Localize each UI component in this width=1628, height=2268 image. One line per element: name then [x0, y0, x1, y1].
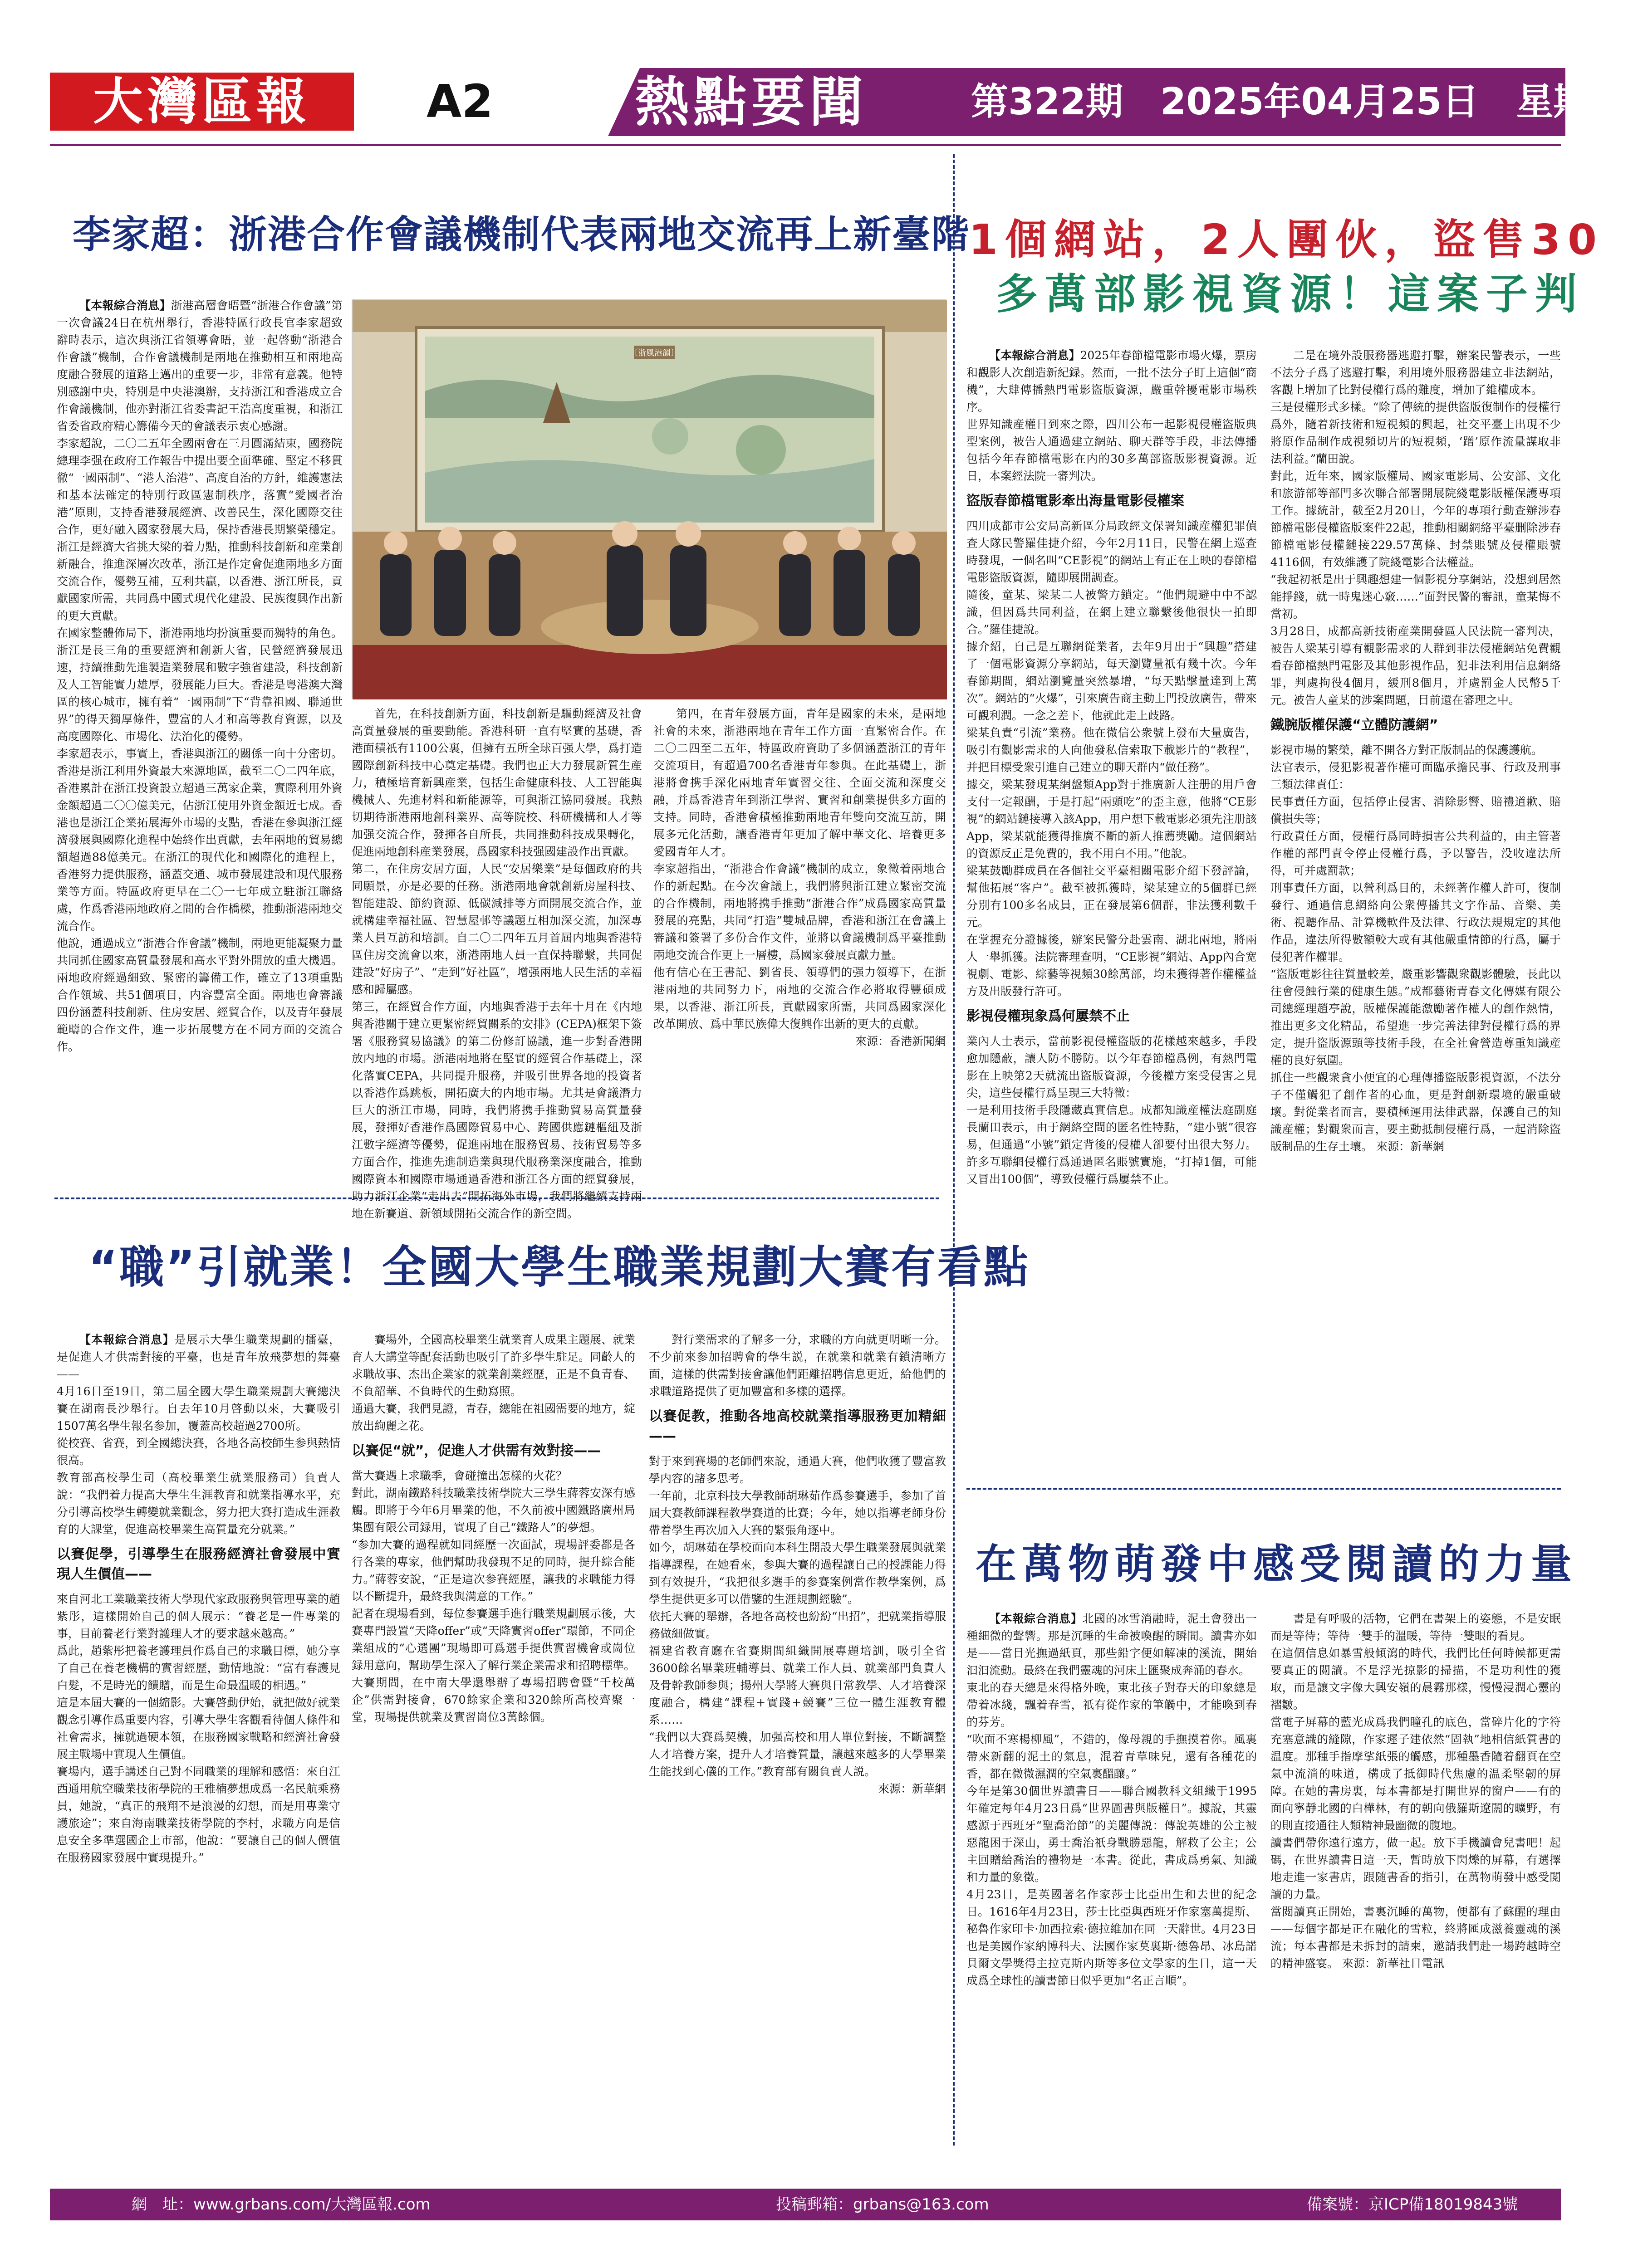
article3-paragraph: “我們以大賽爲契機，加强高校和用人單位對接，不斷調整人才培養方案，提升人才培養質量，讓越來越多的大學畢業生能找到心儀的工作。”教育部有關負責人説。 — [649, 1730, 946, 1778]
article3-subheading: 以賽促學，引導學生在服務經濟社會發展中實現人生價值—— — [57, 1546, 340, 1582]
article3-paragraph: 對行業需求的了解多一分，求職的方向就更明晰一分。不少前來参加招聘會的學生説，在就業和就業有鎖清晰方面，這樣的供需對接會讓他們距離招聘信息更近，給他們的求職道路提供了更加豐富和多樣的選擇。 — [649, 1333, 946, 1398]
article2-paragraph: 隨後，童某、梁某二人被警方鎖定。“他們規避中中不認識，但因爲共同利益，在網上建立聯繫後他很快一拍即合。”羅佳捷說。 — [966, 588, 1257, 636]
article1-paragraph: 浙港高層會晤暨“浙港合作會議”第一次會議24日在杭州舉行，香港特區行政長官李家超致辭時表示，這次與浙江省領導會晤，並一起啓動“浙港合作會議”機制，合作會議機制是兩地在推動相互和兩地高度融合發展的道路上邁出的重要一步，非常有意義。他特別感謝中央，特別是中央港澳辦，支持浙江和香港成立合作會議機制，他亦對浙江省委書記王浩高度重視，和浙江省委省政府精心籌備今天的會議表示衷心感謝。 — [57, 299, 343, 433]
article4-paragraph: 當電子屏幕的藍光成爲我們瞳孔的底色，當碎片化的字符充塞意識的縫隙，作家遲子建依然“固執”地相信紙質書的温度。那種手指摩挲紙張的觸感，那種墨香隨着翻頁在空氣中流淌的味道，構成了抵御時代焦慮的温柔堅韌的屏障。在她的書房裏，每本書都是打開世界的窗户——有的面向寧靜北國的白樺林，有的朝向俄羅斯遼闊的曠野，有的則直接通往人類精神最幽微的腹地。 — [1270, 1716, 1561, 1832]
article4-paragraph: 當閲讀真正開始，書裏沉睡的萬物，便都有了蘇醒的理由——每個字都是正在融化的雪粒，終將匯成滋養靈魂的溪流；每本書都是未拆封的請柬，邀請我們赴一場跨越時空的精神盛宴。 — [1270, 1905, 1561, 1970]
article2-source: 來源：新華網 — [1376, 1140, 1444, 1153]
article1-source: 來源：香港新聞網 — [855, 1035, 946, 1048]
article1-paragraph: 第四，在青年發展方面，青年是國家的未來，是兩地社會的未來，浙港兩地在青年工作方面一直緊密合作。在二〇二四至二五年，特區政府資助了多個涵蓋浙江的青年交流項目，有超過700名香港青年参與。在此基礎上，浙港將會携手深化兩地青年實習交往、全面交流和深度交融，并爲香港青年到浙江學習、實習和創業提供多方面的支持。同時，香港會積極推動兩地青年雙向交流互訪，開展多元化活動，讓香港青年更加了解中華文化、培養更多愛國青年人才。 — [653, 707, 946, 858]
article2-paragraph: 行政責任方面，侵權行爲同時損害公共利益的，由主管著作權的部門責令停止侵權行爲，予以警告，没收違法所得，可并處罰款； — [1270, 830, 1561, 877]
masthead-rule — [50, 144, 1561, 146]
article1-paragraph: 第二，在住房安居方面，人民“安居樂業”是每個政府的共同願景，亦是必要的任務。浙港兩地會就創新房屋科技、智能建設、節約資源、低碳減排等方面開展交流合作，並就構建幸福社區、智慧屋邨等議題互相加深交流，加深專業人員互訪和培訓。自二〇二四年五月首屆内地與香港特區住房交流會以來，浙港兩地人員一直保持聯繫，共同促建設“好房子”、“走到”好社區”，增强兩地人民生活的幸福感和歸屬感。 — [352, 862, 642, 996]
article3-paragraph: 是展示大學生職業規劃的擂臺，是促進人才供需對接的平臺，也是青年放飛夢想的舞臺—— — [57, 1333, 340, 1381]
article1-paragraph: 他有信心在王書記、劉省長、領導們的强力領導下，在浙港兩地的共同努力下，兩地的交流合作必將取得豐碩成果，以香港、浙江所長，貢獻國家所需，共同爲國家深化改革開放、爲中華民族偉大復興作出新的更大的貢獻。 — [653, 966, 946, 1031]
article2-paragraph: 在掌握充分證據後，辦案民警分赴雲南、湖北兩地，將兩人一舉抓獲。法院審理查明，“CE影視”網站、App內合宽視劇、電影、綜藝等視頻30餘萬部，均未獲得著作權權益方及出版發行許可。 — [966, 933, 1257, 998]
article3-paragraph: 對于來到賽場的老師們來說，通過大賽，他們收獲了豐富教學内容的諸多思考。 — [649, 1455, 946, 1485]
section-title: 熱點要聞 — [635, 71, 868, 133]
article3-paragraph: 賽場外，全國高校畢業生就業育人成果主題展、就業育人大講堂等配套活動也吸引了許多學生駐足。同齡人的求職故事、杰出企業家的就業創業經歷，正是不負青春、不負韶華、不負時代的生動寫照。 — [352, 1333, 636, 1398]
article1-paragraph: 在國家整體佈局下，浙港兩地均扮演重要而獨特的角色。浙江是長三角的重要經濟和創新大省，民營經濟發展迅速，持續推動先進製造業發展和數字強省建設，科技創新及人工智能實力雄厚，發展能力巨大。香港是粵港澳大灣區的核心城市，擁有着“一國兩制”下“背靠祖國、聯通世界”的得天獨厚條件，豐富的人才和高等教育資源，以及高度國際化、市場化、法治化的優勢。 — [57, 626, 343, 743]
article2-paragraph: 梁某負責“引流”業務。他在微信公衆號上發布大量廣告，吸引有觀影需求的人向他發私信索取下載影片的“教程”，并把目標受衆引進自己建立的聊天群内“做任務”。 — [966, 726, 1257, 774]
article3-paragraph: 福建省教育廳在省賽期間組織開展專題培訓，吸引全省3600餘名畢業班輔導員、就業工作人員、就業部門負責人及骨幹教師参與；揚州大學將大賽與日常教學、人才培養深度融合，構建“課程+實踐+競賽”三位一體生涯教育體系…… — [649, 1644, 946, 1726]
article2-paragraph: 三是侵權形式多樣。“除了傳統的提供盜版復制作的侵權行爲外，隨着新技術和短視頻的興起，社交平臺上出現不少將原作品制作成視頻切片的短視頻，‘蹭’原作流量謀取非法利益。”蘭田說。 — [1270, 401, 1561, 465]
article2-paragraph: 民事責任方面，包括停止侵害、消除影響、賠禮道歉、賠償損失等； — [1270, 795, 1561, 826]
article2-paragraph: 據介紹，自己是互聯網從業者，去年9月出于“興趣”搭建了一個電影資源分享網站，每天瀏覽量祇有幾十次。今年春節期間，網站瀏覽量突然暴增，“每天點擊量達到上萬次”。網站的“火爆”，引來廣告商主動上門投放廣告，帶來可觀利潤。一念之差下，他就此走上歧路。 — [966, 640, 1257, 722]
article1-headline: 李家超：浙港合作會議機制代表兩地交流再上新臺階 — [73, 212, 971, 257]
article2-paragraph: 一是利用技術手段隱藏真實信息。成都知識産權法庭副庭長蘭田表示，由于網絡空間的匿名性特點，“建小號”很容易，但通過“小號”鎖定背後的侵權人卻要付出很大努力。許多互聯網侵權行爲通過匿名賬號實施，“打掉1個，可能又冒出100個”，導致侵權行爲屢禁不止。 — [966, 1104, 1257, 1186]
article3-paragraph: 依托大賽的舉辦，各地各高校也紛紛“出招”，把就業指導服務做細做實。 — [649, 1610, 946, 1640]
article2-headline-line-1: 1個網站，2人團伙，盜售30 — [969, 215, 1604, 264]
meeting-photo-illustration — [353, 300, 947, 699]
article4-paragraph: “吹面不寒楊柳風”，不錯的，像母親的手撫摸着你。風裏帶來新翻的泥土的氣息，混着青草味兒，還有各種花的香，都在微微濕潤的空氣裏醞釀。” — [966, 1733, 1257, 1780]
article4-paragraph: 4月23日，是英國著名作家莎士比亞出生和去世的紀念日。1616年4月23日，莎士比亞與西班牙作家塞萬提斯、秘魯作家印卡·加西拉索·德拉維加在同一天辭世。4月23日也是美國作家納博科夫、法國作家莫裏斯·德魯昂、冰島諾貝爾文學獎得主拉克斯内斯等多位文學家的生日，這一天成爲全球性的讀書節日似乎更加“名正言順”。 — [966, 1888, 1257, 1987]
article1-paragraph: 第三，在經貿合作方面，内地與香港于去年十月在《内地與香港關于建立更緊密經貿關系的安排》(CEPA)框架下簽署《服務貿易協議》的第二份修訂協議，進一步對香港開放内地的市場。浙港兩地將在堅實的經貿合作基礎上，深化落實CEPA，共同提升服務，并吸引世界各地的投資者以香港作爲跳板，開拓廣大的内地市場。尤其是會議潛力巨大的浙江市場，同時，我們將携手推動貿易高質量發展，發揮好香港作爲國際貿易中心、跨國供應鏈樞紐及浙江數字經濟等優勢，促進兩地在服務貿易、技術貿易等多方面合作，推進先進制造業與現代服務業深度融合，推動國際資本和國際市場通過香港和浙江各方面的經貿發展，助力浙江企業“走出去”開拓海外市場，我們將繼續支持兩地在新賽道、新領域開拓交流合作的新空間。 — [352, 1000, 642, 1220]
masthead — [50, 68, 1628, 136]
article2-paragraph: 業內人士表示，當前影視侵權盜版的花樣越來越多，手段愈加隱蔽，讓人防不勝防。以今年春節檔爲例，有熱門電影在上映第2天就流出盜版資源，今後權方案受侵害之見尖，這些侵權行爲呈現三大特徵： — [966, 1035, 1257, 1100]
page-footer — [50, 2189, 1561, 2220]
article2-paragraph: 梁某鼓勵群成員在各個社交平臺相關電影介紹下發評論，幫他拓展“客户”。截至被抓獲時，梁某建立的5個群已經分別有100多名成員，正在發展第6個群，非法獲利數千元。 — [966, 864, 1257, 929]
footer-website: 網 址：www.grbans.com/大灣區報.com — [132, 2195, 431, 2214]
newspaper-logo: 大灣區報 — [50, 73, 354, 131]
article2-paragraph: “我起初祇是出于興趣想建一個影視分享網站，没想到居然能掙錢，就一時鬼迷心竅……”面對民警的審訊，童某悔不當初。 — [1270, 573, 1561, 621]
article4-paragraph: 在這個信息如暴雪般傾瀉的時代，我們比任何時候都更需要真正的閲讀。不是浮光掠影的掃描，不是功利性的獲取，而是讓文字像大興安嶺的晨霧那樣，慢慢浸潤心靈的褶皺。 — [1270, 1647, 1561, 1711]
article2-paragraph: 據交，梁某發現某網盤類App對于推廣新人注册的用戶會支付一定報酬，于是打起“兩頭吃”的歪主意，他將“CE影視”的網站鏈接導入該App，用户想下載電影必須先注册該App，梁某就能獲得推廣不斷的新人推薦獎勵。這個網站的資源反正是免費的，我不用白不用。”他說。 — [966, 778, 1257, 860]
article3-column-2 — [352, 1331, 635, 2173]
article1-paragraph: 李家超指出，“浙港合作會議”機制的成立，象徵着兩地合作的新起點。在今次會議上，我們將與浙江建立緊密交流的合作機制，兩地將携手推動“浙港合作”成爲國家高質量發展的亮點，共同“打造”雙城品牌，香港和浙江在會議上審議和簽署了多份合作文件，並將以會議機制爲平臺推動兩地交流合作更上一層樓，爲國家發展貢獻力量。 — [653, 862, 946, 962]
article4-paragraph: 讀書們帶你遠行遠方，做一起。放下手機讀會兒書吧！起碼，在世界讀書日這一天，暫時放下閃爍的屏幕，有選擇地走進一家書店，跟随書香的指引，在萬物萌發中感受閲讀的力量。 — [1270, 1836, 1561, 1901]
article4-paragraph: 北國的冰雪消融時，泥土會發出一種細微的聲響。那是沉睡的生命被喚醒的瞬間。讀書亦如是——當目光撫過紙頁，那些鉛字便如解凍的溪流，開始汩汩流動。最終在我們靈魂的河床上匯聚成奔涌的春水。 — [966, 1612, 1257, 1677]
footer-email: 投稿郵箱：grbans@163.com — [776, 2195, 989, 2214]
article2-paragraph: 法官表示，侵犯影視著作權可面臨承擔民事、行政及刑事三類法律責任： — [1270, 761, 1561, 791]
article3-paragraph: 如今，胡琳茹在學校面向本科生開設大學生職業發展與就業指導課程，在她看來，参與大賽的過程讓自己的授課能力得到有效提升，“我把很多選手的参賽案例當作教學案例，爲學生提供更多可以借鑒的生涯規劃經驗”。 — [649, 1541, 946, 1606]
article3-paragraph: 賽場内，選手講述自己對不同職業的理解和感悟：來自江西通用航空職業技術學院的王雅楠夢想成爲一名民航乘務員，她說，“真正的飛翔不是浪漫的幻想，而是用專業守護旅途”；來自海南職業技術學院的李村，求職方向是信息安全多準選國企上市部，他說：“要讓自己的個人價值在服務國家發展中實現提升。” — [57, 1765, 341, 1864]
article1-paragraph: 他說，通過成立“浙港合作會議”機制，兩地更能凝聚力量共同抓住國家高質量發展和高水平對外開放的重大機遇。兩地政府經過細致、緊密的籌備工作，確立了13項重點合作領域、共51個項目，内容豐富全面。兩地也會審議四份涵蓋科技創新、住房安居、經貿合作，以及青年發展範疇的合作文件，進一步拓展雙方在不同方面的交流合作。 — [57, 937, 343, 1053]
article4-source: 來源：新華社日電訊 — [1342, 1957, 1444, 1970]
article2-subheading: 影視侵權現象爲何屢禁不止 — [966, 1008, 1130, 1024]
article2-paragraph: 世界知識産權日到來之際，四川公布一起影視侵權盜版典型案例，被告人通過建立網站、聊天群等手段，非法傳播包括今年春節檔電影在内的30多萬部盜版影視資源。近日，本案經法院一審判决。 — [966, 418, 1257, 483]
article3-paragraph: 記者在現場看到，每位参賽選手進行職業規劃展示後，大賽專門設置“天降offer”或“天降實習offer”環節，不同企業組成的“心選團”現場即可爲選手提供實習機會或崗位録用意向，幫助學生深入了解行業企業需求和招聘標準。 — [352, 1607, 636, 1672]
article3-paragraph: 當大賽遇上求職季，會碰撞出怎樣的火花？ — [352, 1469, 568, 1482]
article4-paragraph: 東北的春天總是來得格外晚，東北孩子對春天的印象總是帶着冰綫，飄着春雪，祇有從作家的筆觸中，才能喚到春的芬芳。 — [966, 1681, 1257, 1729]
scroll-title: 〔浙風港韻〕 — [630, 348, 679, 358]
article3-column-3 — [649, 1331, 946, 2173]
column-divider — [953, 154, 955, 2146]
article2-column-1 — [966, 347, 1257, 1479]
article2-paragraph: 2025年春節檔電影市場火爆，票房和觀影人次創造新紀録。然而，一批不法分子盯上這個“商機”，大肆傳播熱門電影盜版資源，嚴重幹擾電影市場秩序。 — [966, 349, 1257, 414]
article3-paragraph: 教育部高校學生司（高校畢業生就業服務司）負責人說：“我們着力提高大學生生涯教育和就業指導水平，充分引導高校學生轉變就業觀念，努力把大賽打造成生涯教育的大課堂，促進高校畢業生高質量充分就業。” — [57, 1471, 341, 1536]
article1-paragraph: 首先，在科技創新方面，科技創新是驅動經濟及社會高質量發展的重要動能。香港科研一直有堅實的基礎，香港面積祇有1100公裏，但擁有五所全球百强大學，爲打造國際創新科技中心奠定基礎。我們也正大力發展新質生産力，積極培育新興産業，包括生命健康科技、人工智能與機械人、先進材料和新能源等，可與浙江協同發展。我熱切期待浙港兩地創科業界、高等院校、科研機構和人才等加强交流合作，發揮各自所長，共同推動科技成果轉化，促進兩地創科産業發展，爲國家科技强國建設作出貢獻。 — [352, 707, 642, 858]
article3-paragraph: 對此，湖南鐵路科技職業技術學院大三學生蔣蓉安深有感觸。即將于今年6月畢業的他，不久前被中國鐵路廣州局集團有限公司録用，實現了自己“鐵路人”的夢想。 — [352, 1486, 636, 1534]
article2-paragraph: 3月28日，成都高新技術産業開發區人民法院一審判决，被告人梁某引導有觀影需求的人群到非法侵權網站免費觀看春節檔熱門電影及其他影視作品，犯非法利用信息網絡罪，判處拘役4個月，緩刑8個月，并處罰金人民幣5千元。被告人童某的涉案問題，目前還在審理之中。 — [1270, 625, 1561, 707]
article3-paragraph: 從校賽、省賽，到全國總決賽，各地各高校師生参與熱情很高。 — [57, 1437, 341, 1467]
article3-paragraph: 4月16日至19日，第二屆全國大學生職業規劃大賽總決賽在湖南長沙舉行。自去年10月啓動以來，大賽吸引1507萬名學生報名参加，覆蓋高校超過2700所。 — [57, 1385, 340, 1432]
article2-paragraph: 二是在境外設服務器逃避打擊，辦案民警表示，一些不法分子爲了逃避打擊，利用境外服務器建立非法網站，客觀上增加了比對侵權行爲的難度，增加了維權成本。 — [1270, 349, 1561, 396]
article3-paragraph: 來自河北工業職業技術大學現代家政服務與管理專業的趙紫彤，這樣開始自己的個人展示：“養老是一件專業的事，目前養老行業對護理人才的要求越來越高。” — [57, 1593, 341, 1640]
article2-column-2 — [1270, 347, 1561, 1479]
article3-source: 來源：新華網 — [878, 1782, 946, 1795]
issue-info: 第322期 2025年04月25日 星期五 — [971, 80, 1628, 123]
article2-paragraph: “盜版電影往往質量較差，嚴重影響觀衆觀影體驗，長此以往會侵蝕行業的健康生態。”成都藝術青春文化傳媒有限公司總經理趙亭說，版權保護能激勵著作權人的創作熱情，推出更多文化精品，希望進一步完善法律對侵權行爲的界定，提升盜版源頭等技術手段，在全社會營造尊重知識産權的良好氛圍。 — [1270, 968, 1561, 1067]
article3-lead: 【本報綜合消息】 — [79, 1333, 175, 1346]
page-number: A2 — [427, 75, 493, 128]
article4-headline: 在萬物萌發中感受閱讀的力量 — [976, 1540, 1577, 1588]
article2-paragraph: 對此，近年來，國家版權局、國家電影局、公安部、文化和旅游部等部門多次聯合部署開展院綫電影版權保護專項工作。據統計，截至2月20日，今年的專項行動查辦涉春節檔電影侵權盜版案件22起，推動相關網絡平臺删除涉春節檔電影侵權鏈接229.57萬條、封禁賬號及侵權賬號4116個，有效維護了院綫電影合法權益。 — [1270, 469, 1561, 569]
article4-column-2 — [1270, 1610, 1561, 2173]
article4-paragraph: 書是有呼吸的活物，它們在書架上的姿態，不是安眠而是等待；等待一雙手的溫暖，等待一雙眼的看見。 — [1270, 1612, 1561, 1642]
article3-paragraph: 一年前，北京科技大學教師胡琳茹作爲参賽選手，参加了首屆大賽教師課程教學賽道的比賽；今年，她以指導老師身份帶着學生再次加入大賽的緊張角逐中。 — [649, 1489, 946, 1537]
article4-column-1 — [966, 1610, 1257, 2173]
article3-subheading: 以賽促“就”，促進人才供需有效對接—— — [352, 1443, 601, 1459]
article1-paragraph: 李家超說，二〇二五年全國兩會在三月圓滿結束，國務院總理李强在政府工作報告中提出要全面準確、堅定不移貫徹“一國兩制”、“港人治港”、高度自治的方針，維護憲法和基本法確定的特別行政區憲制秩序，落實“愛國者治港”原則，支持香港發展經濟、改善民生，深化國際交往合作，更好融入國家發展大局，保持香港長期繁榮穩定。浙江是經濟大省挑大梁的着力點，推動科技創新和産業創新融合，推進深層次改革，浙江是作定會促進兩地多方面交流合作，優勢互補，互利共贏，以香港、浙江所長，貢獻國家所需，共同爲中國式現代化建設、民族復興作出新的更大貢獻。 — [57, 437, 343, 622]
article2-headline-line-2: 多萬部影視資源！這案子判 — [996, 270, 1584, 318]
article3-paragraph: 這是本屆大賽的一個縮影。大賽啓動伊始，就把做好就業觀念引導作爲重要内容，引導大學生客觀看待個人條件和社會需求，擁就過硬本領，在服務國家戰略和經濟社會發展主戰場中實現人生價值。 — [57, 1696, 341, 1761]
article2-subheading: 鐵腕版權保護“立體防護網” — [1270, 717, 1438, 733]
article1-lead: 【本報綜合消息】 — [79, 299, 171, 312]
article1-paragraph: 李家超表示，事實上，香港與浙江的關係一向十分密切。香港是浙江利用外資最大來源地區，截至二〇二四年底，香港累計在浙江投資設立超過三萬家企業，實際利用外資金額超過二〇〇億美元，佔浙江使用外資金額近七成。香港也是浙江企業拓展海外市場的支點，香港在參與浙江經濟發展與國際化進程中始終作出貢獻，去年兩地的貿易總額超過88億美元。在浙江的現代化和國際化的進程上，香港努力提供服務，涵蓋交通、城市發展建設和現代服務業等方面。特區政府更早在二〇一七年成立駐浙江聯絡處，作爲香港兩地政府之間的合作橋樑，推動浙港兩地交流合作。 — [57, 747, 343, 933]
article4-paragraph: 今年是第30個世界讀書日——聯合國教科文組織于1995年確定每年4月23日爲“世界圖書與版權日”。據說，其靈感源于西班牙“聖喬治節”的美麗傳説：傳說英雄的公主被惡龍困于深山，勇士喬治祇身戰勝惡龍，解救了公主；公主回贈給喬治的禮物是一本書。從此，書成爲勇氣、知識和力量的象徵。 — [966, 1784, 1257, 1884]
article2-paragraph: 影視市場的繁榮，離不開各方對正版制品的保護護航。 — [1270, 743, 1543, 757]
article3-paragraph: “参加大賽的過程就如同經歷一次面試，現場評委都是各行各業的專家，他們幫助我發現不足的同時，提升綜合能力。”蔣蓉安說，“正是這次参賽經歷，讓我的求職能力得以不斷提升，最終我與满意的工作。” — [352, 1538, 636, 1603]
article2-paragraph: 抓住一些觀衆貪小便宜的心理傳播盜版影視資源，不法分子不僅觸犯了創作者的心血，更是對創新環境的嚴重破壞。對從業者而言，要積極運用法律武器，保護自己的知識産權；對觀衆而言，要主動抵制侵權行爲，一起消除盜版制品的生存土壤。 — [1270, 1071, 1561, 1153]
article1-column-2 — [352, 705, 642, 1220]
article2-lead: 【本報綜合消息】 — [989, 349, 1080, 362]
meeting-photo — [352, 299, 946, 699]
footer-record: 備案號：京ICP備18019843號 — [1307, 2195, 1518, 2214]
article3-paragraph: 爲此，趙紫彤把養老護理員作爲自己的求職目標，她分享了自己在養老機構的實習經歷，動情地說：“富有春護見白髮，不是時光的饋贈，而是生命最温暖的相遇。” — [57, 1644, 341, 1692]
article3-column-1 — [57, 1331, 340, 2173]
article2-subheading: 盜版春節檔電影牽出海量電影侵權案 — [966, 493, 1184, 509]
article2-paragraph: 四川成都市公安局高新區分局政經文保署知識産權犯罪偵查大隊民警羅佳捷介紹，今年2月11日，民警在網上巡查時發現，一個名叫“CE影視”的網站上有正在上映的春節檔電影盜版資源，隨即展開調查。 — [966, 519, 1257, 584]
section-divider-right — [966, 1488, 1561, 1490]
article4-lead: 【本報綜合消息】 — [989, 1612, 1083, 1625]
article3-paragraph: 大賽期間，在中南大學還舉辦了專場招聘會暨“千校萬企”供需對接會，670餘家企業和320餘所高校齊聚一堂，現場提供就業及實習崗位3萬餘個。 — [352, 1676, 635, 1724]
article3-paragraph: 通過大賽，我們見證，青春，總能在祖國需要的地方，綻放出絢麗之花。 — [352, 1402, 636, 1432]
article1-column-1 — [57, 297, 343, 1198]
article1-column-3 — [653, 705, 946, 1198]
article2-paragraph: 刑事責任方面，以營利爲目的，未經著作權人許可，復制發行、通過信息網絡向公衆傳播其文字作品、音樂、美術、視聽作品、計算機軟件及法律、行政法規規定的其他作品，違法所得數額較大或有其他嚴重情節的行爲，屬于侵犯著作權罪。 — [1270, 881, 1561, 963]
article3-headline: “職”引就業！全國大學生職業規劃大賽有看點 — [88, 1242, 1030, 1293]
article3-subheading: 以賽促教，推動各地高校就業指導服務更加精細—— — [649, 1408, 946, 1444]
